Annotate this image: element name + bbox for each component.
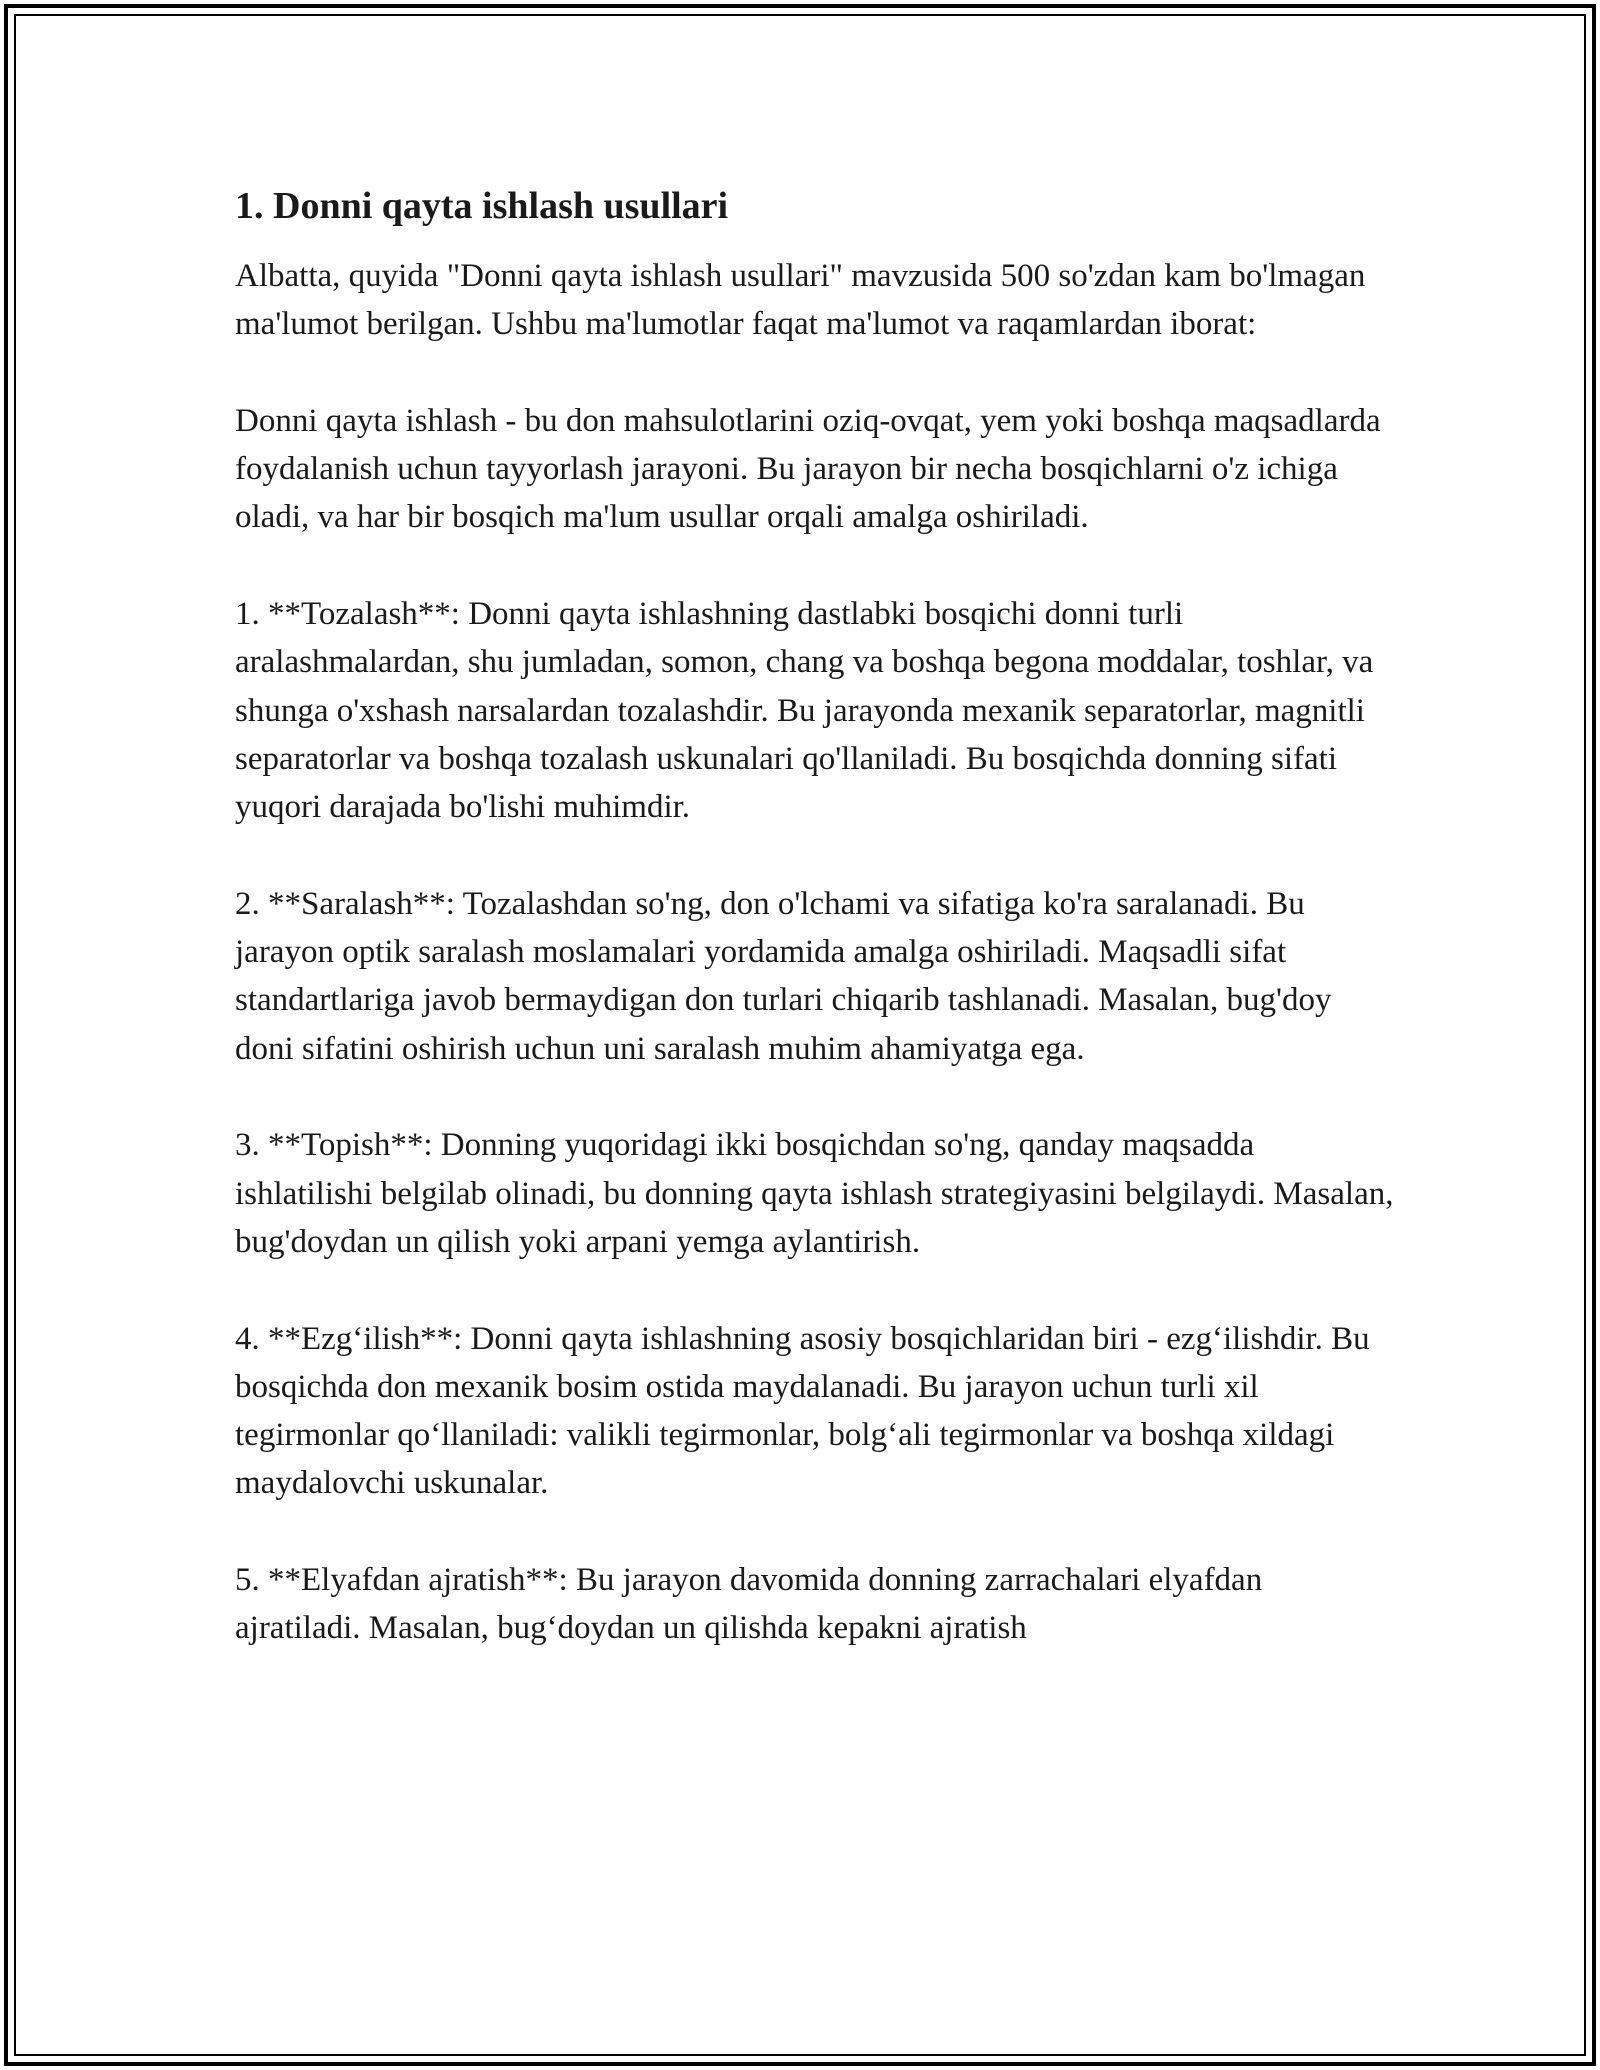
intro-paragraph: Albatta, quyida "Donni qayta ishlash usullari" mavzusida 500 so'zdan kam bo'lmagan ma'lumot berilgan. Ushbu ma'lumotlar faqat ma'lumot va raqamlardan iborat: [235, 258, 1366, 343]
step-grinding-paragraph: 4. **Ezg‘ilish**: Donni qayta ishlashning asosiy bosqichlaridan biri - ezg‘ilishdir. Bu bosqichda don mexanik bosim ostida maydalanadi. Bu jarayon uchun turli xil tegirmonlar qo‘llaniladi: valikli tegirmonlar, bolg‘ali tegirmonlar va boshqa xildagi maydalovchi uskunalar. [235, 1320, 1370, 1502]
document-title: 1. Donni qayta ishlash usullari [235, 185, 729, 227]
step-cleaning-paragraph: 1. **Tozalash**: Donni qayta ishlashning dastlabki bosqichi donni turli aralashmalardan, shu jumladan, somon, chang va boshqa begona moddalar, toshlar, va shunga o'xshash narsalardan tozalashdir. Bu jarayonda mexanik separatorlar, magnitli separatorlar va boshqa tozalash uskunalari qo'llaniladi. Bu bosqichda donning sifati yuqori darajada bo'lishi muhimdir. [235, 596, 1374, 826]
step-sorting-paragraph: 2. **Saralash**: Tozalashdan so'ng, don o'lchami va sifatiga ko'ra saralanadi. Bu jarayon optik saralash moslamalari yordamida amalga oshiriladi. Maqsadli sifat standartlariga javob bermaydigan don turlari chiqarib tashlanadi. Masalan, bug'doy doni sifatini oshirish uchun uni saralash muhim ahamiyatga ega. [235, 885, 1332, 1067]
definition-paragraph: Donni qayta ishlash - bu don mahsulotlarini oziq-ovqat, yem yoki boshqa maqsadlarda foydalanish uchun tayyorlash jarayoni. Bu jarayon bir necha bosqichlarni o'z ichiga oladi, va har bir bosqich ma'lum usullar orqali amalga oshiriladi. [235, 402, 1381, 536]
step-fiber-separation-paragraph: 5. **Elyafdan ajratish**: Bu jarayon davomida donning zarrachalari elyafdan ajratiladi. Masalan, bug‘doydan un qilishda kepakni ajratish [235, 1562, 1263, 1647]
step-finding-paragraph: 3. **Topish**: Donning yuqoridagi ikki bosqichdan so'ng, qanday maqsadda ishlatilishi belgilab olinadi, bu donning qayta ishlash strategiyasini belgilaydi. Masalan, bug'doydan un qilish yoki arpani yemga aylantirish. [235, 1127, 1394, 1260]
document-body [235, 182, 1395, 1701]
